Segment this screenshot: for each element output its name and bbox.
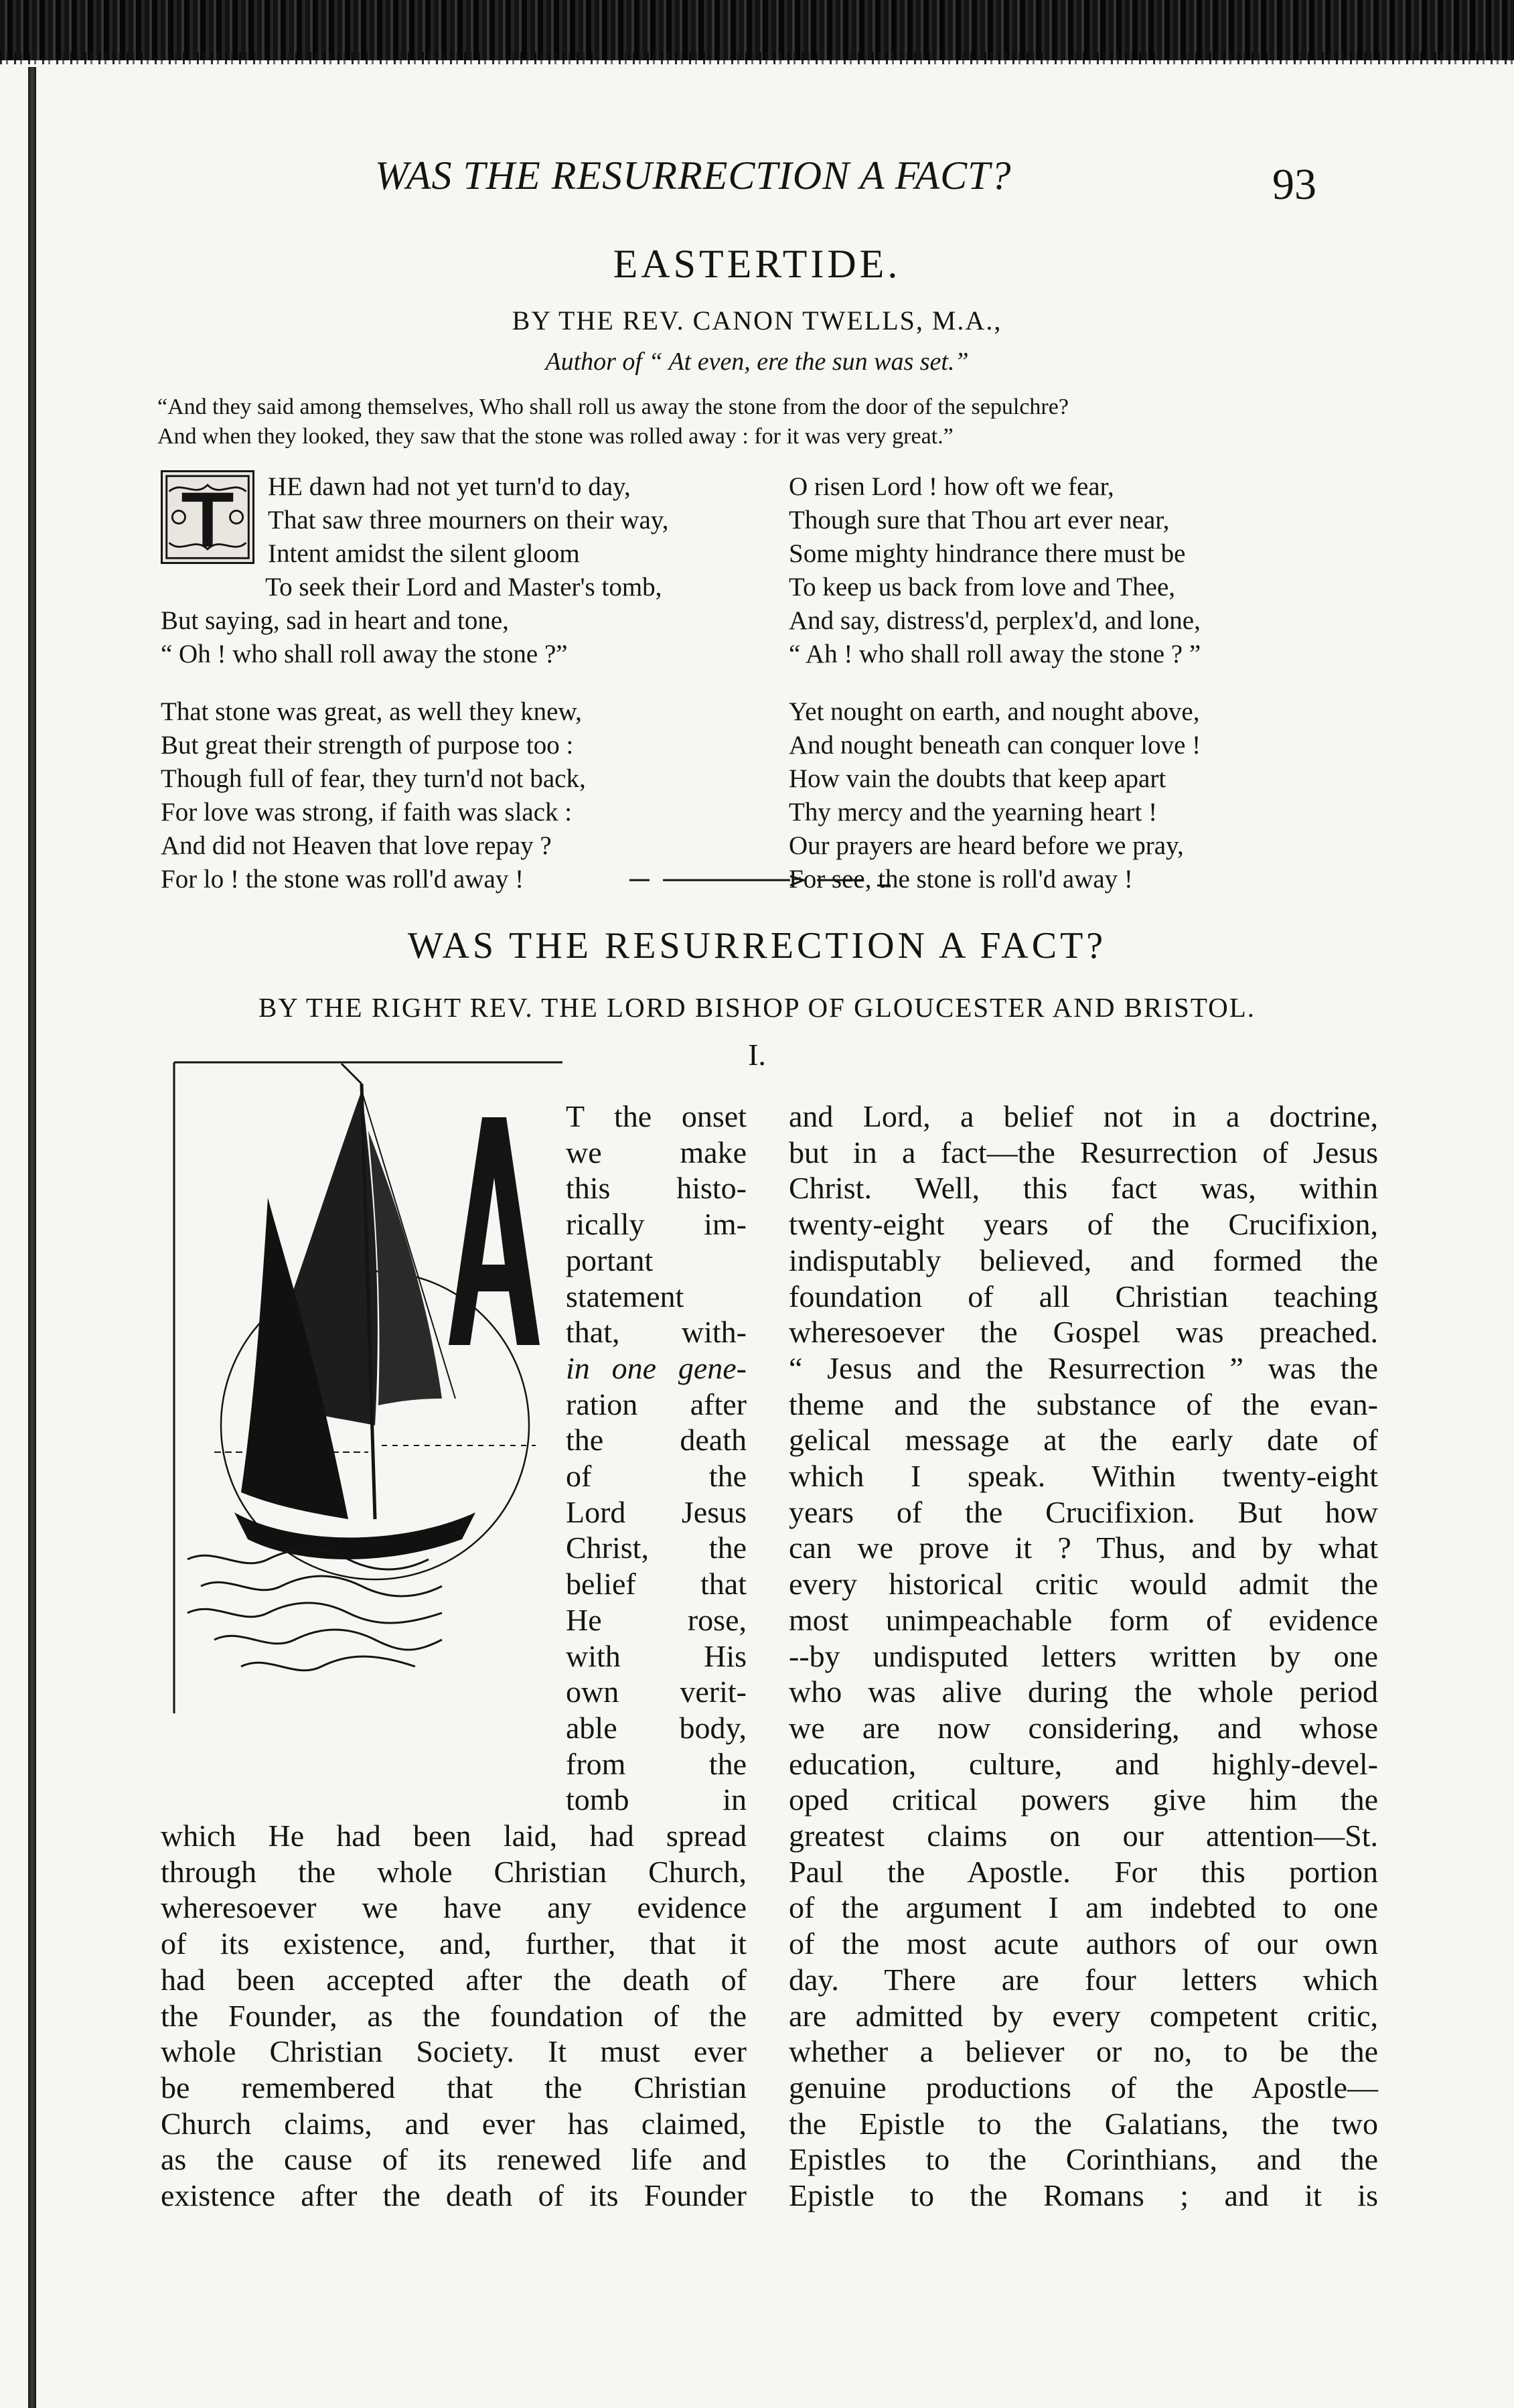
- sailboat-engraving-icon: [161, 1050, 562, 1720]
- text-line: the Founder, as the foundation of the: [161, 1998, 747, 2033]
- poem-line: “ Oh ! who shall roll away the stone ?”: [161, 640, 568, 668]
- text-line: Christ. Well, this fact was, within: [789, 1171, 1378, 1206]
- left-text-column: [161, 1818, 747, 2214]
- scan-top-edge: [0, 0, 1514, 60]
- text-line: we make: [566, 1135, 747, 1170]
- text-line: from the: [566, 1746, 747, 1781]
- text-line: statement: [566, 1279, 684, 1314]
- text-line: but in a fact—the Resurrection of Jesus: [789, 1135, 1378, 1170]
- poem-author-note: Author of “ At even, ere the sun was set.”: [545, 348, 969, 376]
- text-line: that, with-: [566, 1315, 747, 1350]
- text-line: Paul the Apostle. For this portion: [789, 1854, 1378, 1889]
- binding-edge: [28, 67, 36, 2408]
- narrow-text-column: [566, 1099, 747, 1818]
- poem-right-column: [789, 470, 1391, 920]
- poem-line: And did not Heaven that love repay ?: [161, 831, 552, 860]
- text-line: Church claims, and ever has claimed,: [161, 2106, 747, 2141]
- text-line: years of the Crucifixion. But how: [789, 1494, 1378, 1529]
- running-head: WAS THE RESURRECTION A FACT?: [375, 153, 1012, 198]
- text-line: day. There are four letters which: [789, 1962, 1378, 1997]
- part-number: I.: [748, 1038, 766, 1072]
- text-line: we are now considering, and whose: [789, 1710, 1378, 1745]
- stanza: [789, 470, 1391, 671]
- text-line: which I speak. Within twenty-eight: [789, 1459, 1378, 1494]
- stanza: [789, 695, 1391, 896]
- text-line: whether a believer or no, to be the: [789, 2034, 1378, 2069]
- text-line: in one gene-: [566, 1350, 747, 1385]
- page-number: 93: [1272, 160, 1316, 209]
- text-line: every historical critic would admit the: [789, 1567, 1378, 1602]
- text-line: ration after: [566, 1387, 747, 1421]
- poem-line: Intent amidst the silent gloom: [268, 539, 580, 568]
- text-line: as the cause of its renewed life and: [161, 2142, 747, 2177]
- text-line: Lord Jesus: [566, 1494, 747, 1529]
- poem-line: HE dawn had not yet turn'd to day,: [268, 472, 631, 501]
- article-title: WAS THE RESURRECTION A FACT?: [407, 925, 1107, 967]
- poem-line: Our prayers are heard before we pray,: [789, 831, 1184, 860]
- text-line: be remembered that the Christian: [161, 2070, 747, 2105]
- text-line: portant: [566, 1243, 654, 1277]
- text-line: “ Jesus and the Resurrection ” was the: [789, 1350, 1378, 1385]
- text-line: foundation of all Christian teaching: [789, 1279, 1378, 1314]
- text-line: the death: [566, 1423, 747, 1458]
- stanza: [161, 470, 750, 671]
- poem-left-column: [161, 470, 750, 920]
- poem-title: EASTERTIDE.: [613, 242, 901, 286]
- poem-line: That saw three mourners on their way,: [268, 506, 669, 535]
- text-line: existence after the death of its Founder: [161, 2178, 747, 2213]
- poem-line: Some mighty hindrance there must be: [789, 539, 1186, 568]
- text-line: indisputably believed, and formed the: [789, 1243, 1378, 1277]
- text-line: through the whole Christian Church,: [161, 1854, 747, 1889]
- poem-line: And nought beneath can conquer love !: [789, 731, 1201, 760]
- text-line: genuine productions of the Apostle—: [789, 2070, 1378, 2105]
- poem-line: Though full of fear, they turn'd not back,: [161, 764, 586, 793]
- text-line: tomb in: [566, 1782, 747, 1817]
- rule-divider-icon: [623, 871, 904, 891]
- epigraph-line: And when they looked, they saw that the stone was rolled away : for it was very great.”: [157, 424, 954, 449]
- poem-line: For see, the stone is roll'd away !: [789, 865, 1133, 894]
- text-line: the Epistle to the Galatians, the two: [789, 2106, 1378, 2141]
- text-line: education, culture, and highly-devel-: [789, 1746, 1378, 1781]
- text-line: most unimpeachable form of evidence: [789, 1602, 1378, 1637]
- poem-line: For love was strong, if faith was slack :: [161, 798, 573, 827]
- text-line: wheresoever the Gospel was preached.: [789, 1315, 1378, 1350]
- epigraph: [157, 393, 1376, 451]
- poem-line: And say, distress'd, perplex'd, and lone,: [789, 606, 1201, 635]
- poem-line: Thy mercy and the yearning heart !: [789, 798, 1158, 827]
- poem-line: How vain the doubts that keep apart: [789, 764, 1166, 793]
- text-line: which He had been laid, had spread: [161, 1819, 747, 1853]
- text-line: with His: [566, 1638, 747, 1673]
- text-line: Epistle to the Romans ; and it is: [789, 2178, 1378, 2213]
- poem-line: O risen Lord ! how oft we fear,: [789, 472, 1114, 501]
- poem-line: That stone was great, as well they knew,: [161, 697, 582, 726]
- poem-line: To keep us back from love and Thee,: [789, 573, 1176, 601]
- text-line: T the onset: [566, 1099, 747, 1133]
- article-byline: BY THE RIGHT REV. THE LORD BISHOP OF GLOUCESTER AND BRISTOL.: [258, 992, 1256, 1023]
- text-line: who was alive during the whole period: [789, 1675, 1378, 1709]
- text-line: gelical message at the early date of: [789, 1423, 1378, 1458]
- poem-byline: BY THE REV. CANON TWELLS, M.A.,: [512, 305, 1002, 336]
- right-text-column: [789, 1099, 1378, 2214]
- text-line: are admitted by every competent critic,: [789, 1998, 1378, 2033]
- text-line: of its existence, and, further, that it: [161, 1926, 747, 1961]
- text-line: rically im-: [566, 1207, 747, 1242]
- text-line: He rose,: [566, 1602, 747, 1637]
- stanza: [161, 695, 750, 896]
- text-line: this histo-: [566, 1171, 747, 1206]
- poem-line: Though sure that Thou art ever near,: [789, 506, 1170, 535]
- text-line: Christ, the: [566, 1531, 747, 1565]
- text-line: own verit-: [566, 1675, 747, 1709]
- text-line: of the: [566, 1459, 747, 1494]
- text-line: whole Christian Society. It must ever: [161, 2034, 747, 2069]
- text-line: of the most acute authors of our own: [789, 1926, 1378, 1961]
- text-line: had been accepted after the death of: [161, 1962, 747, 1997]
- text-line: theme and the substance of the evan-: [789, 1387, 1378, 1421]
- poem-line: But great their strength of purpose too :: [161, 731, 574, 760]
- text-line: belief that: [566, 1567, 747, 1602]
- poem-line: For lo ! the stone was roll'd away !: [161, 865, 524, 894]
- poem-line: To seek their Lord and Master's tomb,: [265, 573, 662, 601]
- text-line: twenty-eight years of the Crucifixion,: [789, 1207, 1378, 1242]
- text-line: greatest claims on our attention—St.: [789, 1819, 1378, 1853]
- text-line: able body,: [566, 1710, 747, 1745]
- text-line: --by undisputed letters written by one: [789, 1638, 1378, 1673]
- epigraph-line: “And they said among themselves, Who shall roll us away the stone from the door of the sepulchre?: [157, 395, 1069, 419]
- poem-line: But saying, sad in heart and tone,: [161, 606, 509, 635]
- text-line: wheresoever we have any evidence: [161, 1890, 747, 1925]
- text-line: and Lord, a belief not in a doctrine,: [789, 1099, 1378, 1133]
- text-line: can we prove it ? Thus, and by what: [789, 1531, 1378, 1565]
- text-line: oped critical powers give him the: [789, 1782, 1378, 1817]
- text-line: of the argument I am indebted to one: [789, 1890, 1378, 1925]
- poem-line: “ Ah ! who shall roll away the stone ? ”: [789, 640, 1201, 668]
- poem-line: Yet nought on earth, and nought above,: [789, 697, 1200, 726]
- text-line: Epistles to the Corinthians, and the: [789, 2142, 1378, 2177]
